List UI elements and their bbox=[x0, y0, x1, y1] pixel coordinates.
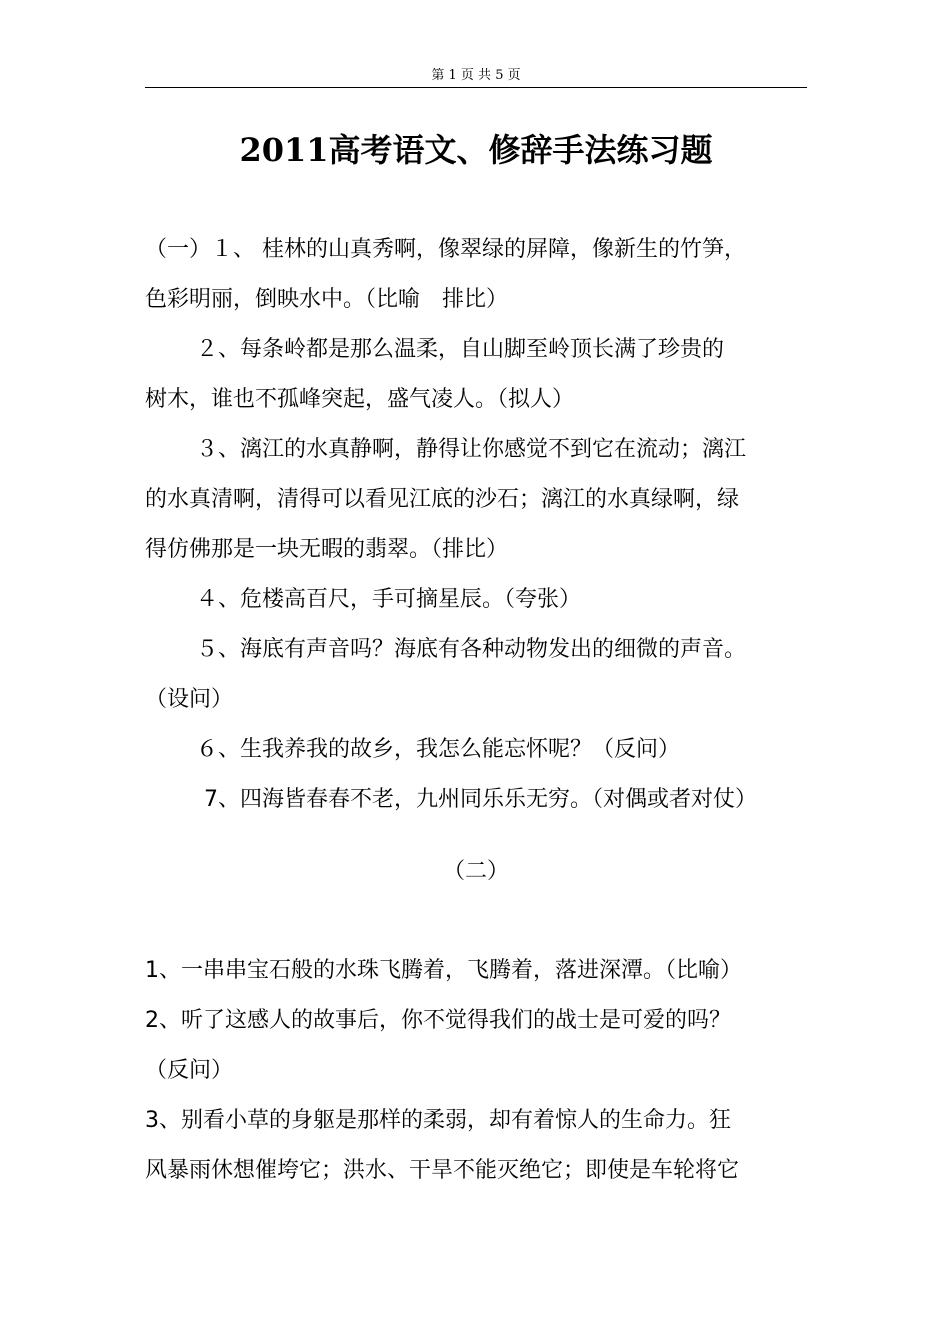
document-title: 2011高考语文、修辞手法练习题 bbox=[239, 131, 713, 169]
section2-heading: （二） bbox=[442, 859, 509, 884]
section2-line: 1、一串串宝石般的水珠飞腾着，飞腾着，落进深潭。（比喻） bbox=[145, 958, 742, 983]
section1-line: ４、危楼高百尺，手可摘星辰。（夸张） bbox=[196, 587, 582, 612]
section2-line: 风暴雨休想催垮它；洪水、干旱不能灭绝它；即使是车轮将它 bbox=[145, 1158, 740, 1183]
section2-line: 3、别看小草的身躯是那样的柔弱，却有着惊人的生命力。狂 bbox=[145, 1108, 731, 1133]
section1-line: 7、四海皆春春不老，九州同乐乐无穷。（对偶或者对仗） bbox=[204, 787, 757, 812]
section1-line: （一）１、 桂林的山真秀啊，像翠绿的屏障，像新生的竹笋， bbox=[145, 237, 746, 262]
section2-line: （反问） bbox=[145, 1058, 234, 1083]
section1-line: ５、海底有声音吗？海底有各种动物发出的细微的声音。 bbox=[196, 637, 747, 662]
section1-line: 得仿佛那是一块无暇的翡翠。（排比） bbox=[145, 537, 509, 562]
section1-line: 树木，谁也不孤峰突起，盛气凌人。（拟人） bbox=[145, 387, 575, 412]
section1-line: ２、每条岭都是那么温柔，自山脚至岭顶长满了珍贵的 bbox=[196, 337, 725, 362]
page-header: 第 1 页 共 5 页 bbox=[431, 68, 521, 83]
header-divider bbox=[145, 87, 807, 88]
section1-line: ３、漓江的水真静啊，静得让你感觉不到它在流动；漓江 bbox=[196, 437, 747, 462]
section1-line: （设问） bbox=[145, 687, 234, 712]
section1-line: ６、生我养我的故乡，我怎么能忘怀呢？（反问） bbox=[196, 737, 681, 762]
section2-line: 2、听了这感人的故事后，你不觉得我们的战士是可爱的吗？ bbox=[145, 1008, 731, 1033]
section1-line: 的水真清啊，清得可以看见江底的沙石；漓江的水真绿啊，绿 bbox=[145, 487, 740, 512]
section1-line: 色彩明丽，倒映水中。（比喻 排比） bbox=[145, 287, 509, 312]
